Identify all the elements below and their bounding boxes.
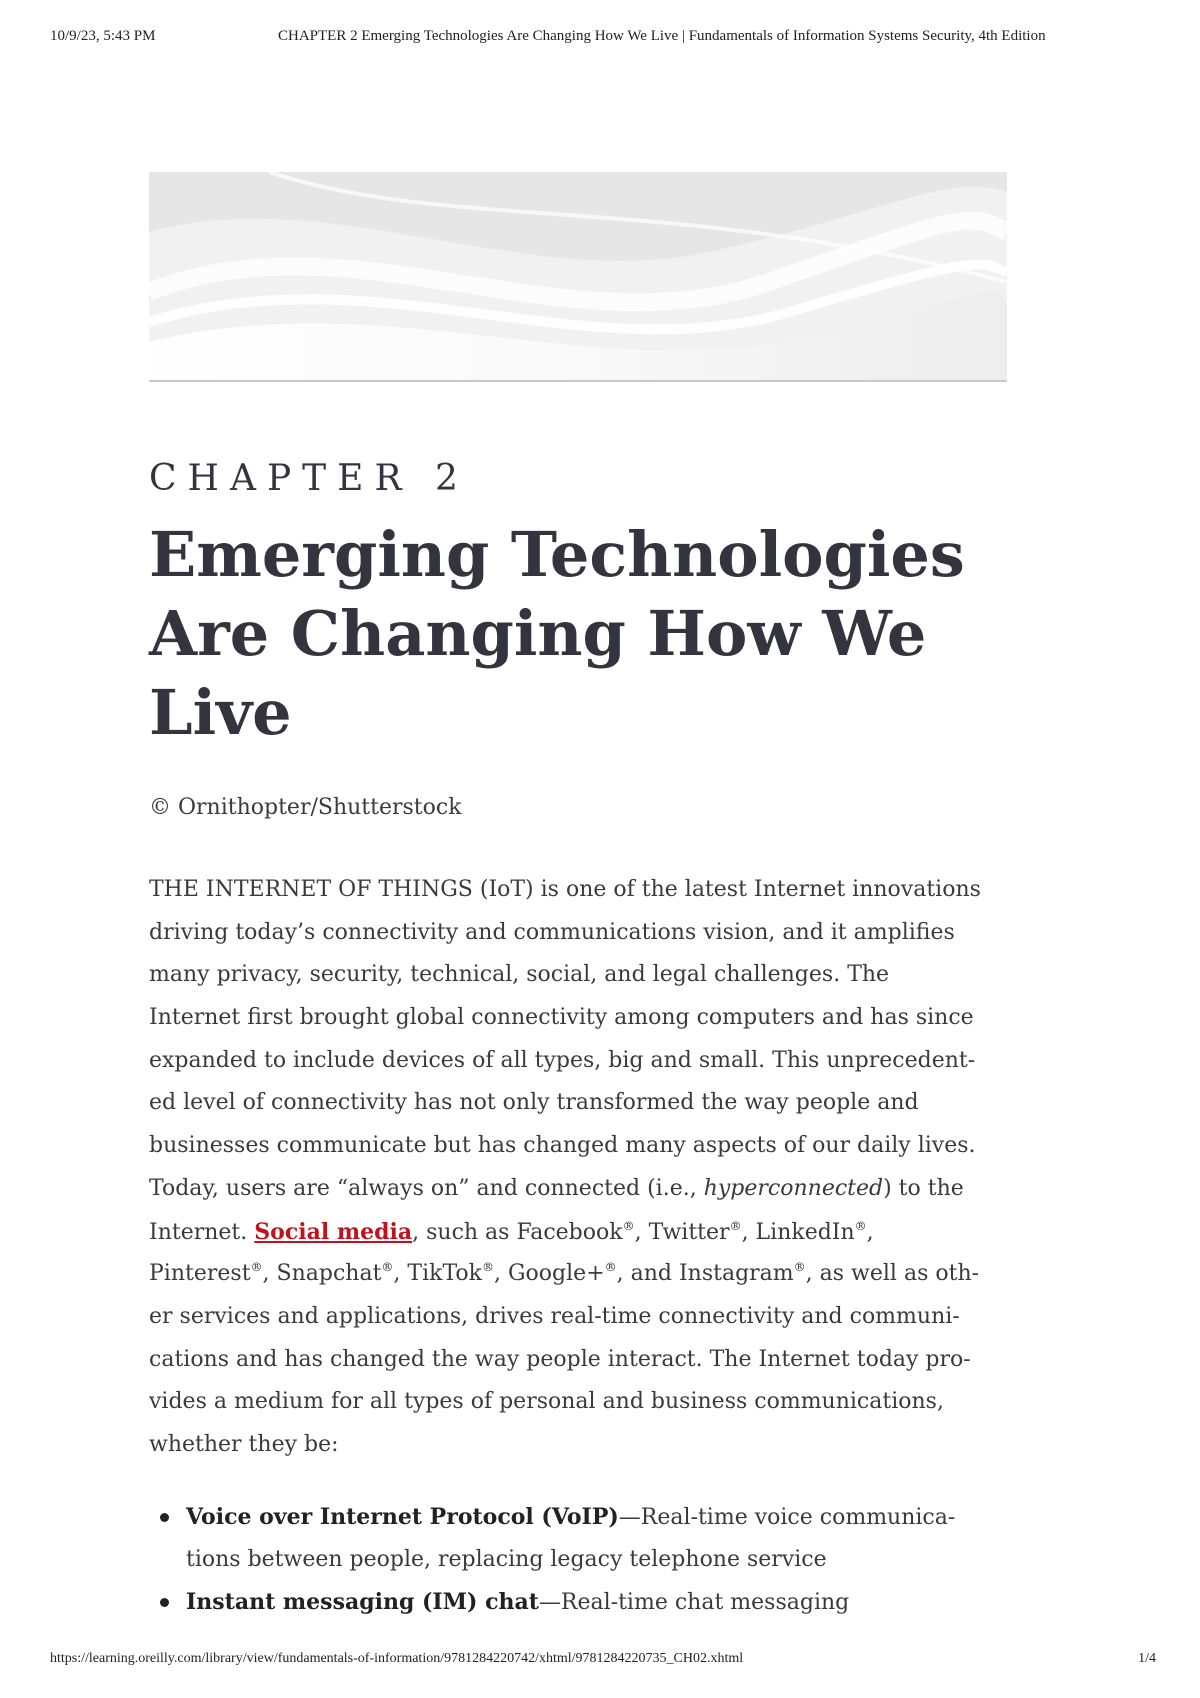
paragraph-line <box>149 1168 1019 1211</box>
paragraph-line <box>149 1253 1019 1296</box>
text-run: Pinterest <box>149 1261 251 1287</box>
text-run: ) to the <box>883 1175 964 1201</box>
list-item-line <box>186 1496 1019 1539</box>
paragraph-line: businesses communicate but has changed many aspects of our daily lives. <box>149 1133 976 1159</box>
list-item-description: —Real-time chat messaging <box>538 1590 850 1616</box>
chapter-banner-image <box>149 172 1007 380</box>
registered-mark: ® <box>854 1218 867 1233</box>
paragraph-line: cations and has changed the way people interact. The Internet today pro- <box>149 1346 971 1372</box>
body-paragraph <box>149 869 1019 1467</box>
print-header <box>50 28 1160 50</box>
text-run: , LinkedIn <box>741 1219 855 1245</box>
paragraph-line: whether they be: <box>149 1431 339 1457</box>
text-run: Today, users are “always on” and connected (i.e., <box>149 1175 704 1201</box>
registered-mark: ® <box>729 1218 742 1233</box>
print-date: 10/9/23, 5:43 PM <box>50 28 156 44</box>
registered-mark: ® <box>793 1260 806 1275</box>
paragraph-line: ed level of connectivity has not only transformed the way people and <box>149 1090 919 1116</box>
paragraph-line: THE INTERNET OF THINGS (IoT) is one of the latest Internet innovations <box>149 877 981 902</box>
list-item-term: Instant messaging (IM) chat <box>186 1589 539 1616</box>
list-item-line <box>186 1581 1019 1624</box>
text-run: , Google+ <box>494 1261 605 1287</box>
paragraph-line: driving today’s connectivity and communications vision, and it amplifies <box>149 919 955 945</box>
list-item-line: tions between people, replacing legacy telephone service <box>186 1546 827 1572</box>
emphasis-hyperconnected: hyperconnected <box>703 1175 884 1201</box>
registered-mark: ® <box>604 1260 617 1275</box>
print-footer <box>50 1651 1156 1673</box>
page-url: https://learning.oreilly.com/library/view/fundamentals-of-information/9781284220742/xhtml/9781284220735_CH02.xhtml <box>50 1651 744 1666</box>
banner-divider <box>149 380 1007 382</box>
chapter-title-line: Are Changing How We <box>149 597 927 670</box>
registered-mark: ® <box>482 1260 494 1275</box>
paragraph-line: expanded to include devices of all types, big and small. This unprecedent- <box>149 1047 976 1073</box>
text-run: , Snapchat <box>262 1261 382 1287</box>
image-credit: © Ornithopter/Shutterstock <box>149 795 462 820</box>
list-item <box>149 1496 1019 1581</box>
text-run: , <box>866 1219 874 1245</box>
paragraph-line: Internet first brought global connectivity among computers and has since <box>149 1005 974 1031</box>
social-media-link[interactable]: Social media <box>254 1218 413 1245</box>
list-item <box>149 1581 1019 1624</box>
chapter-title <box>149 515 1029 752</box>
text-run: Internet. <box>149 1219 255 1245</box>
page-number: 1/4 <box>1138 1651 1156 1666</box>
text-run: , as well as oth- <box>805 1261 980 1287</box>
list-item-description: —Real-time voice communica- <box>618 1505 956 1530</box>
text-run: , TikTok <box>393 1261 482 1287</box>
bullet-icon <box>160 1513 169 1522</box>
registered-mark: ® <box>250 1260 263 1275</box>
text-run: , Twitter <box>634 1219 730 1245</box>
paragraph-line <box>149 1211 1019 1254</box>
text-run: , such as Facebook <box>412 1219 623 1245</box>
communication-types-list <box>149 1496 1019 1624</box>
registered-mark: ® <box>381 1260 394 1275</box>
bullet-icon <box>160 1598 169 1607</box>
registered-mark: ® <box>622 1218 635 1233</box>
paragraph-line: many privacy, security, technical, social, and legal challenges. The <box>149 962 890 988</box>
print-document-title: CHAPTER 2 Emerging Technologies Are Changing How We Live | Fundamentals of Information Systems Security, 4th Edition <box>278 28 1046 44</box>
paragraph-line: vides a medium for all types of personal and business communications, <box>149 1389 944 1415</box>
chapter-title-line: Live <box>149 676 292 749</box>
paragraph-line: er services and applications, drives real-time connectivity and communi- <box>149 1303 960 1329</box>
list-item-term: Voice over Internet Protocol (VoIP) <box>186 1504 619 1530</box>
chapter-number: CHAPTER 2 <box>149 458 469 499</box>
chapter-title-line: Emerging Technologies <box>149 518 965 591</box>
text-run: , and Instagram <box>616 1261 794 1287</box>
